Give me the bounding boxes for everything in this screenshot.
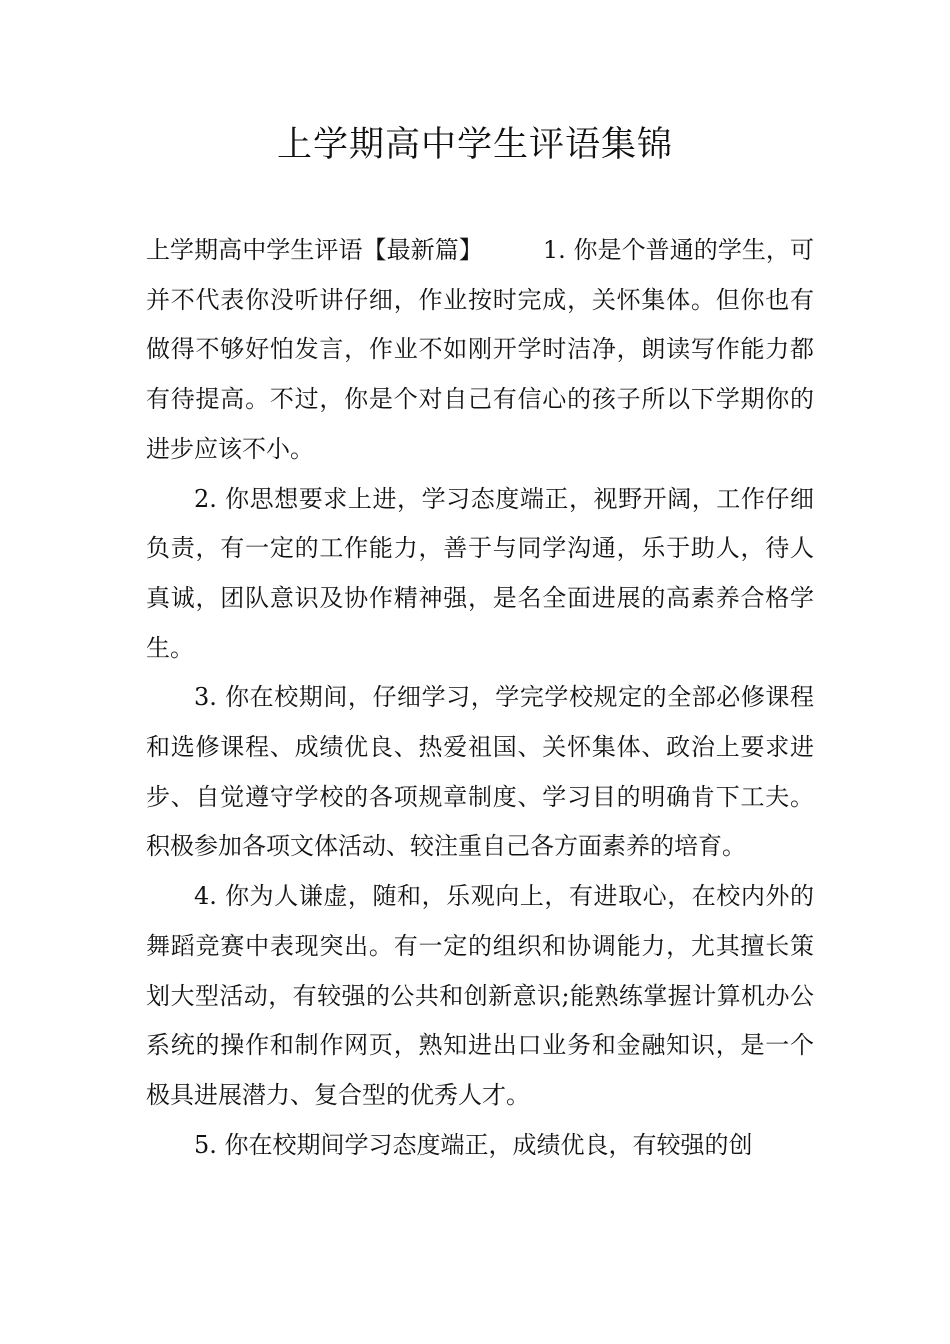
paragraph-5: 5. 你在校期间学习态度端正，成绩优良，有较强的创 [194,1130,753,1159]
paragraph-1-text: 1. 你是个普通的学生，可并不代表你没听讲仔细，作业按时完成，关怀集体。但你也有做得不够好怕发言，作业不如刚开学时洁净，朗读写作能力都有待提高。不过，你是个对自己有信心的孩子所以下学期你的进步应该不小。 [146,236,814,463]
document-title: 上学期高中学生评语集锦 [276,125,673,165]
intro-label: 上学期高中学生评语【最新篇】 [146,236,483,264]
paragraph-4: 4. 你为人谦虚，随和，乐观向上，有进取心，在校内外的舞蹈竞赛中表现突出。有一定的组织和协调能力，尤其擅长策划大型活动，有较强的公共和创新意识;能熟练掌握计算机办公系统的操作和制作网页，熟知进出口业务和金融知识，是一个极具进展潜力、复合型的优秀人才。 [146,882,814,1109]
paragraph-3: 3. 你在校期间，仔细学习，学完学校规定的全部必修课程和选修课程、成绩优良、热爱祖国、关怀集体、政治上要求进步、自觉遵守学校的各项规章制度、学习目的明确肯下工夫。积极参加各项文体活动、较注重自己各方面素养的培育。 [146,683,814,861]
document-body [146,226,814,1170]
paragraph-2: 2. 你思想要求上进，学习态度端正，视野开阔，工作仔细负责，有一定的工作能力，善于与同学沟通，乐于助人，待人真诚，团队意识及协作精神强，是名全面进展的高素养合格学生。 [146,484,814,662]
paragraph-1 [146,226,814,475]
